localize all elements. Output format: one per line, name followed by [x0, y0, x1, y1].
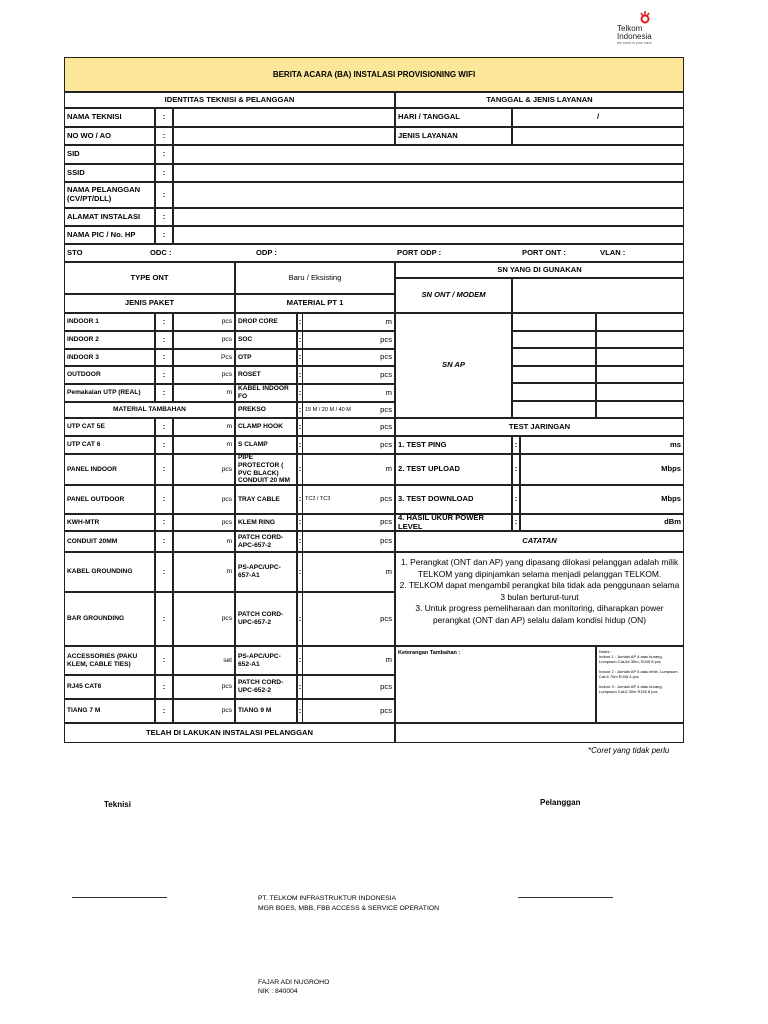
- sn-yang-header: SN YANG DI GUNAKAN: [395, 262, 684, 278]
- colon: :: [155, 675, 173, 699]
- pelanggan-signature-line[interactable]: [518, 897, 613, 898]
- material-label: OUTDOOR: [64, 366, 155, 384]
- material-pt1-unit: m: [385, 655, 392, 665]
- colon: :: [155, 514, 173, 531]
- material-qty-input[interactable]: m: [173, 384, 235, 402]
- material-pt1-unit: pcs: [380, 613, 392, 623]
- material-pt1-unit: pcs: [380, 352, 392, 362]
- material-pt1-qty-input[interactable]: [302, 675, 395, 699]
- field-label-alamat: ALAMAT INSTALASI: [64, 208, 155, 226]
- material-qty-input[interactable]: pcs: [173, 366, 235, 384]
- colon: :: [297, 531, 303, 552]
- material-pt1-label: TIANG 9 M: [235, 699, 297, 723]
- sn-ap-input[interactable]: [512, 313, 596, 331]
- material-pt1-label: PS-APC/UPC-657-A1: [235, 552, 297, 592]
- material-pt1-unit: pcs: [380, 536, 392, 546]
- test-result-input[interactable]: Mbps: [520, 454, 684, 485]
- colon: :: [297, 552, 303, 592]
- material-pt1-option: 15 M / 20 M / 40 M: [305, 406, 351, 413]
- material-pt1-label: PREKSO: [235, 402, 297, 418]
- sto-label: ODC :: [150, 248, 172, 257]
- colon: :: [155, 592, 173, 646]
- sto-label: PORT ODP :: [397, 248, 442, 257]
- material-pt1-qty-input[interactable]: [302, 592, 395, 646]
- material-qty-input[interactable]: Pcs: [173, 349, 235, 366]
- sn-ap-input[interactable]: [512, 348, 596, 366]
- sn-ap-input[interactable]: [596, 366, 684, 384]
- sn-ap-input[interactable]: [596, 313, 684, 331]
- colon: :: [155, 531, 173, 552]
- material-pt1-label: TRAY CABLE: [235, 485, 297, 514]
- colon: :: [155, 182, 173, 208]
- teknisi-label: Teknisi: [104, 800, 131, 809]
- material-pt1-unit: m: [385, 566, 392, 576]
- material-qty-input[interactable]: pcs: [173, 514, 235, 531]
- field-label-no_wo: NO WO / AO: [64, 127, 155, 145]
- sn-ap-input[interactable]: [596, 383, 684, 401]
- sto-label: PORT ONT :: [522, 248, 566, 257]
- colon: :: [155, 127, 173, 145]
- colon: :: [297, 592, 303, 646]
- material-qty-input[interactable]: pcs: [173, 331, 235, 349]
- material-label: INDOOR 3: [64, 349, 155, 366]
- jenis-paket-header: JENIS PAKET: [64, 294, 235, 313]
- field-label-nama_teknisi: NAMA TEKNISI: [64, 108, 155, 127]
- material-pt1-label: PATCH CORD-UPC-657-2: [235, 592, 297, 646]
- company-unit: MGR BGES, MBB, FBB ACCESS & SERVICE OPERATION: [258, 905, 440, 912]
- jenis-layanan-input[interactable]: [512, 127, 684, 145]
- sto-row[interactable]: [64, 244, 684, 262]
- logo-tagline: the world in your hand: [617, 41, 652, 45]
- colon: :: [155, 366, 173, 384]
- test-label: 3. TEST DOWNLOAD: [395, 485, 512, 514]
- material-qty-input[interactable]: m: [173, 436, 235, 454]
- field-input-nama_teknisi[interactable]: [173, 108, 395, 127]
- material-pt1-qty-input[interactable]: [302, 402, 395, 418]
- colon: :: [155, 699, 173, 723]
- colon: :: [512, 454, 520, 485]
- material-pt1-label: CLAMP HOOK: [235, 418, 297, 436]
- material-pt1-unit: pcs: [380, 517, 392, 527]
- sn-ap-input[interactable]: [596, 331, 684, 349]
- colon: :: [297, 384, 303, 402]
- colon: :: [297, 646, 303, 675]
- sn-ap-label: SN AP: [395, 313, 512, 418]
- material-pt1-label: SOC: [235, 331, 297, 349]
- colon: :: [155, 208, 173, 226]
- logo-line2: Indonesia: [617, 32, 652, 41]
- test-result-input[interactable]: Mbps: [520, 485, 684, 514]
- material-pt1-qty-input[interactable]: [302, 331, 395, 349]
- colon: :: [297, 485, 303, 514]
- material-tambahan-header: MATERIAL TAMBAHAN: [64, 402, 235, 418]
- type-ont-label: TYPE ONT: [64, 262, 235, 294]
- material-qty-input[interactable]: pcs: [173, 592, 235, 646]
- teknisi-signature-line[interactable]: [72, 897, 167, 898]
- colon: :: [297, 402, 303, 418]
- field-label-sid: SID: [64, 145, 155, 164]
- sn-ap-input[interactable]: [596, 401, 684, 419]
- colon: :: [155, 164, 173, 182]
- colon: :: [155, 384, 173, 402]
- material-pt1-label: PATCH CORD-APC-657-2: [235, 531, 297, 552]
- material-qty-input[interactable]: m: [173, 418, 235, 436]
- test-label: 2. TEST UPLOAD: [395, 454, 512, 485]
- material-pt1-unit: m: [385, 316, 392, 326]
- colon: :: [297, 699, 303, 723]
- colon: :: [155, 646, 173, 675]
- material-qty-input[interactable]: set: [173, 646, 235, 675]
- colon: :: [297, 418, 303, 436]
- material-label: BAR GROUNDING: [64, 592, 155, 646]
- material-pt1-qty-input[interactable]: [302, 514, 395, 531]
- sn-ap-input[interactable]: [512, 401, 596, 419]
- material-qty-input[interactable]: pcs: [173, 675, 235, 699]
- identitas-header: IDENTITAS TEKNISI & PELANGGAN: [64, 92, 395, 108]
- signer-name: FAJAR ADI NUGROHO: [258, 979, 330, 986]
- material-label: CONDUIT 20MM: [64, 531, 155, 552]
- bottom-empty-cell: [395, 723, 684, 743]
- field-input-alamat[interactable]: [173, 208, 684, 226]
- company-name: PT. TELKOM INFRASTRUKTUR INDONESIA: [258, 895, 397, 902]
- colon: :: [512, 514, 520, 531]
- catatan-header: CATATAN: [395, 531, 684, 552]
- material-pt1-qty-input[interactable]: [302, 552, 395, 592]
- ba-form-table: [64, 57, 684, 743]
- material-label: RJ45 CAT6: [64, 675, 155, 699]
- sn-ap-input[interactable]: [512, 383, 596, 401]
- material-pt1-qty-input[interactable]: [302, 646, 395, 675]
- colon: :: [155, 485, 173, 514]
- colon: :: [155, 454, 173, 485]
- material-pt1-label: KABEL INDOOR FO: [235, 384, 297, 402]
- telkom-logo: [612, 10, 692, 46]
- colon: :: [155, 552, 173, 592]
- material-label: KABEL GROUNDING: [64, 552, 155, 592]
- hari-tanggal-input[interactable]: [512, 108, 684, 127]
- material-pt1-qty-input[interactable]: [302, 531, 395, 552]
- material-label: PANEL OUTDOOR: [64, 485, 155, 514]
- sn-ont-label: SN ONT / MODEM: [395, 278, 512, 313]
- form-title: BERITA ACARA (BA) INSTALASI PROVISIONING WIFI: [64, 57, 684, 92]
- material-qty-input[interactable]: pcs: [173, 485, 235, 514]
- colon: :: [155, 331, 173, 349]
- colon: :: [155, 349, 173, 366]
- material-pt1-qty-input[interactable]: [302, 418, 395, 436]
- colon: :: [297, 313, 303, 331]
- material-label: UTP CAT 6: [64, 436, 155, 454]
- material-pt1-label: PS-APC/UPC-652-A1: [235, 646, 297, 675]
- material-qty-input[interactable]: pcs: [173, 699, 235, 723]
- notes-box: Notes : Indoor 1 : Jumlah AP 4 atau kurang, Lumpsum Cat-5e 30m, RJ45 8 pcs Indoor 2 : Jumlah AP 5 atau lebih, Lumpsum Cat-6 70m RJ45 4 pcs Indoor 3 : Jumlah AP 4 atau kurang, Lumpsum Cat-6 30m RJ45 8 pcs: [596, 646, 684, 723]
- material-pt1-unit: pcs: [380, 334, 392, 344]
- hari-tanggal-label: HARI / TANGGAL: [395, 108, 512, 127]
- material-pt1-label: OTP: [235, 349, 297, 366]
- test-jaringan-header: TEST JARINGAN: [395, 418, 684, 436]
- sto-label: ODP :: [256, 248, 277, 257]
- material-pt1-qty-input[interactable]: [302, 485, 395, 514]
- material-pt1-label: DROP CORE: [235, 313, 297, 331]
- material-pt1-header: MATERIAL PT 1: [235, 294, 395, 313]
- material-pt1-unit: pcs: [380, 421, 392, 431]
- test-label: 4. HASIL UKUR POWER LEVEL: [395, 514, 512, 531]
- tanggal-header: TANGGAL & JENIS LAYANAN: [395, 92, 684, 108]
- colon: :: [297, 436, 303, 454]
- material-pt1-unit: pcs: [380, 404, 392, 414]
- material-pt1-qty-input[interactable]: [302, 436, 395, 454]
- signer-nik: NIK : 840004: [258, 988, 298, 995]
- sto-label: VLAN :: [600, 248, 626, 257]
- material-pt1-unit: pcs: [380, 439, 392, 449]
- test-result-input[interactable]: ms: [520, 436, 684, 454]
- material-label: UTP CAT 5E: [64, 418, 155, 436]
- material-pt1-qty-input[interactable]: [302, 384, 395, 402]
- material-pt1-qty-input[interactable]: [302, 454, 395, 485]
- field-input-nama_pic[interactable]: [173, 226, 684, 244]
- material-label: INDOOR 1: [64, 313, 155, 331]
- telah-instalasi-label: TELAH DI LAKUKAN INSTALASI PELANGGAN: [64, 723, 395, 743]
- test-result-input[interactable]: dBm: [520, 514, 684, 531]
- material-qty-input[interactable]: pcs: [173, 313, 235, 331]
- material-label: PANEL INDOOR: [64, 454, 155, 485]
- material-label: TIANG 7 M: [64, 699, 155, 723]
- colon: :: [512, 436, 520, 454]
- catatan-text: 1. Perangkat (ONT dan AP) yang dipasang dilokasi pelanggan adalah milik TELKOM yang dipinjamkan selama menjadi pelanggan TELKOM. 2. TELKOM dapat mengambil perangkat bila tidak ada penggunaan selama 3 bulan berturut-turut 3. Untuk progress pemeliharaan dan monitoring, diharapkan power perangkat (ONT dan AP) selalu dalam kondisi hidup (ON): [395, 552, 684, 646]
- material-label: INDOOR 2: [64, 331, 155, 349]
- colon: :: [155, 226, 173, 244]
- colon: :: [297, 331, 303, 349]
- material-pt1-unit: pcs: [380, 705, 392, 715]
- keterangan-tambahan-input[interactable]: Keterangan Tambahan :: [395, 646, 596, 723]
- date-slash: /: [596, 112, 600, 122]
- sn-ap-input[interactable]: [512, 366, 596, 384]
- material-pt1-option: TC2 / TC3: [305, 496, 331, 503]
- coret-note: *Coret yang tidak perlu: [588, 746, 670, 755]
- colon: :: [297, 514, 303, 531]
- colon: :: [155, 313, 173, 331]
- sn-ont-input[interactable]: [512, 278, 684, 313]
- field-input-ssid[interactable]: [173, 164, 684, 182]
- field-input-sid[interactable]: [173, 145, 684, 164]
- material-pt1-qty-input[interactable]: [302, 313, 395, 331]
- field-label-nama_pic: NAMA PIC / No. HP: [64, 226, 155, 244]
- jenis-layanan-label: JENIS LAYANAN: [395, 127, 512, 145]
- colon: :: [297, 454, 303, 485]
- field-input-no_wo[interactable]: [173, 127, 395, 145]
- sto-label: STO: [67, 248, 83, 257]
- material-pt1-qty-input[interactable]: [302, 349, 395, 366]
- material-qty-input[interactable]: m: [173, 531, 235, 552]
- sn-ap-input[interactable]: [512, 331, 596, 349]
- colon: :: [155, 108, 173, 127]
- material-pt1-label: ROSET: [235, 366, 297, 384]
- colon: :: [297, 366, 303, 384]
- field-label-ssid: SSID: [64, 164, 155, 182]
- material-label: Pemakaian UTP (REAL): [64, 384, 155, 402]
- material-pt1-qty-input[interactable]: [302, 699, 395, 723]
- field-label-nama_pelanggan: NAMA PELANGGAN (CV/PT/DLL): [64, 182, 155, 208]
- colon: :: [297, 349, 303, 366]
- material-pt1-unit: pcs: [380, 681, 392, 691]
- material-label: KWH-MTR: [64, 514, 155, 531]
- material-pt1-qty-input[interactable]: [302, 366, 395, 384]
- field-input-nama_pelanggan[interactable]: [173, 182, 684, 208]
- material-pt1-label: PATCH CORD-UPC-652-2: [235, 675, 297, 699]
- material-pt1-unit: m: [385, 464, 392, 474]
- pelanggan-label: Pelanggan: [540, 798, 581, 807]
- material-pt1-label: PIPE PROTECTOR ( PVC BLACK) CONDUIT 20 MM: [235, 454, 297, 485]
- logo-line1: Telkom: [617, 24, 643, 33]
- test-label: 1. TEST PING: [395, 436, 512, 454]
- material-pt1-unit: pcs: [380, 494, 392, 504]
- material-qty-input[interactable]: m: [173, 552, 235, 592]
- material-pt1-label: KLEM RING: [235, 514, 297, 531]
- material-label: ACCESSORIES (PAKU KLEM, CABLE TIES): [64, 646, 155, 675]
- colon: :: [155, 418, 173, 436]
- colon: :: [155, 436, 173, 454]
- sn-ap-input[interactable]: [596, 348, 684, 366]
- colon: :: [512, 485, 520, 514]
- colon: :: [297, 675, 303, 699]
- colon: :: [155, 145, 173, 164]
- material-qty-input[interactable]: pcs: [173, 454, 235, 485]
- material-pt1-label: S CLAMP: [235, 436, 297, 454]
- material-pt1-unit: pcs: [380, 369, 392, 379]
- baru-eksisting-option[interactable]: Baru / Eksisting: [235, 262, 395, 294]
- material-pt1-unit: m: [385, 387, 392, 397]
